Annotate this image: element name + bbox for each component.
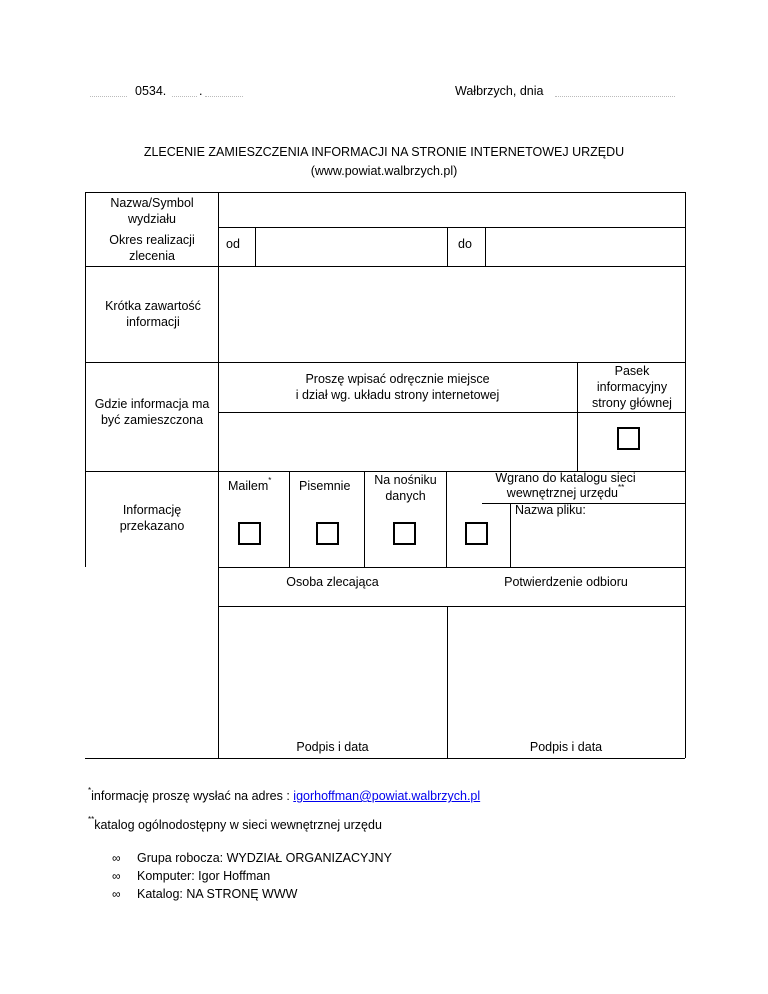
footnote-email: *informację proszę wysłać na adres : igorhoffman@powiat.walbrzych.pl [88,786,481,803]
ref-middle-line[interactable] [172,96,197,97]
document-title: ZLECENIE ZAMIESZCZENIA INFORMACJI NA STRONIE INTERNETOWEJ URZĘDU [143,145,625,159]
to-label: do [458,237,472,251]
table-line [218,227,685,228]
delivered-label: Informację przekazano [119,503,185,533]
bullet-icon: ∞ [112,887,121,901]
on-media-label: Na nośniku danych [374,473,437,503]
table-line [218,606,685,607]
info-bar-label: Pasek informacyjny strony głównej [592,364,672,410]
bullet-icon: ∞ [112,851,121,865]
date-line[interactable] [555,96,675,97]
table-line [289,471,290,567]
table-line [447,606,448,758]
placement-label: Gdzie informacja ma być zamieszczona [94,397,210,427]
ref-suffix-line[interactable] [205,96,243,97]
from-label: od [226,237,240,251]
footnote-network-catalog: **katalog ogólnodostępny w sieci wewnętrznej urzędu [88,815,382,832]
list-item: Katalog: NA STRONĘ WWW [137,887,298,901]
table-line [485,227,486,266]
table-line [218,412,685,413]
uploaded-checkbox[interactable] [465,522,488,545]
table-line [218,567,685,568]
summary-label: Krótka zawartość informacji [105,299,201,329]
form-table [85,192,685,758]
table-line [447,227,448,266]
on-media-checkbox[interactable] [393,522,416,545]
in-writing-checkbox[interactable] [316,522,339,545]
period-label: Okres realizacji zlecenia [109,232,195,263]
signature-label-right: Podpis i data [529,740,603,754]
bullet-icon: ∞ [112,869,121,883]
signature-label-left: Podpis i data [296,740,369,754]
table-line [255,227,256,266]
uploaded-label-line1: Wgrano do katalogu sieci [495,471,636,485]
table-line [577,362,578,471]
ref-prefix-line[interactable] [90,96,127,97]
department-label: Nazwa/Symbol wydziału [110,195,194,226]
ref-number: 0534. [135,84,167,98]
table-line [218,192,219,758]
ref-dot: . [199,84,203,98]
by-mail-checkbox[interactable] [238,522,261,545]
city-date-label: Wałbrzych, dnia [455,84,544,98]
table-line [85,758,685,759]
list-item: Grupa robocza: WYDZIAŁ ORGANIZACYJNY [137,851,392,865]
by-mail-label: Mailem* [228,476,272,493]
file-name-label: Nazwa pliku: [515,503,586,517]
table-line [685,192,686,758]
table-line [364,471,365,567]
info-bar-checkbox[interactable] [617,427,640,450]
list-item: Komputer: Igor Hoffman [137,869,271,883]
email-link[interactable]: igorhoffman@powiat.walbrzych.pl [293,789,481,803]
placement-instruction-line1: Proszę wpisać odręcznie miejsce [305,372,490,386]
table-line [510,503,511,567]
table-line [85,192,86,567]
placement-instruction-line2: i dział wg. układu strony internetowej [295,388,500,402]
uploaded-label-line2: wewnętrznej urzędu** [506,483,625,500]
website-url: (www.powiat.walbrzych.pl) [310,164,458,178]
receipt-confirmation-label: Potwierdzenie odbioru [504,575,628,589]
ordering-person-label: Osoba zlecająca [286,575,379,589]
in-writing-label: Pisemnie [299,479,351,493]
